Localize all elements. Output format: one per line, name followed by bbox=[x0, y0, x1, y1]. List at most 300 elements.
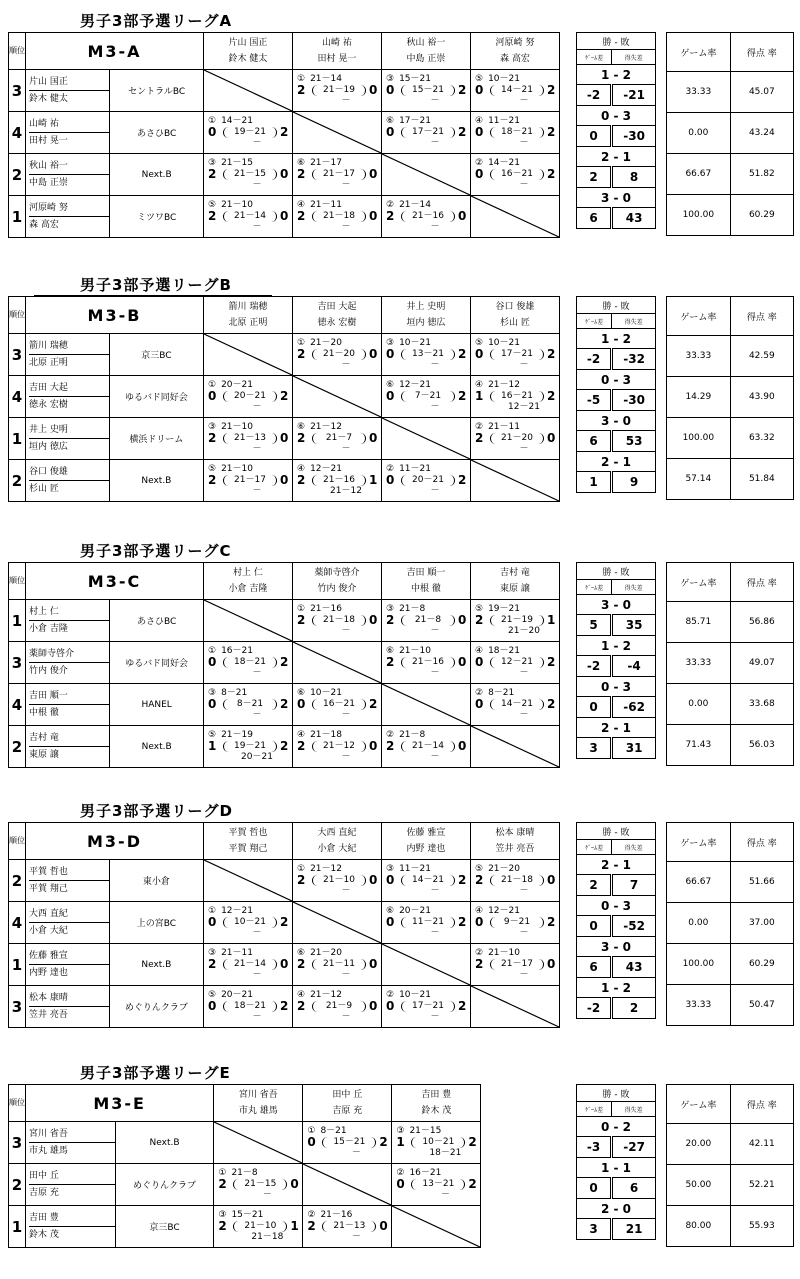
games-lost: 0 bbox=[379, 1219, 388, 1233]
point-diff: 53 bbox=[612, 431, 656, 452]
game-score: 17－21 bbox=[490, 349, 544, 360]
game-score: － bbox=[341, 710, 351, 720]
game-score: 21－17 bbox=[310, 158, 342, 168]
match-body bbox=[297, 338, 381, 371]
games-lost: 0 bbox=[368, 83, 378, 97]
game-score: 12－21 bbox=[221, 906, 253, 916]
game-rate: 85.71 bbox=[667, 602, 731, 643]
point-diff: 7 bbox=[612, 875, 656, 896]
games-lost: 0 bbox=[457, 739, 467, 753]
team-players bbox=[26, 902, 110, 944]
game-score: － bbox=[430, 138, 440, 148]
match-cell bbox=[303, 1206, 392, 1248]
game-score: 8－21 bbox=[223, 699, 277, 710]
games-lost: 1 bbox=[290, 1219, 299, 1233]
match-number: ④ bbox=[474, 116, 484, 126]
game-score: 12－21 bbox=[399, 380, 431, 390]
match-number: ② bbox=[474, 422, 484, 432]
games-lost: 2 bbox=[457, 473, 467, 487]
self-match-cell bbox=[214, 1122, 303, 1164]
match-cell bbox=[214, 1164, 303, 1206]
player-1: 佐藤 雅宣 bbox=[29, 948, 109, 965]
stats-row bbox=[667, 684, 794, 725]
stats-header-row bbox=[667, 1085, 794, 1124]
game-score: － bbox=[252, 1012, 262, 1022]
game-diff: -5 bbox=[577, 390, 612, 411]
player-2: 東原 譲 bbox=[29, 750, 59, 760]
match-number: ② bbox=[385, 464, 395, 474]
games-lost: 2 bbox=[468, 1135, 477, 1149]
match-score bbox=[293, 158, 381, 191]
player-2: 徳永 宏樹 bbox=[29, 400, 68, 410]
league-block bbox=[0, 540, 800, 762]
games-won: 2 bbox=[296, 473, 306, 487]
match-mid bbox=[297, 699, 381, 710]
game-score: 21－12 bbox=[310, 422, 342, 432]
games-lost: 0 bbox=[368, 873, 378, 887]
match-mid bbox=[386, 1001, 470, 1012]
diagonal-line bbox=[303, 1164, 391, 1205]
game-diff: 3 bbox=[577, 738, 612, 759]
wl-row bbox=[577, 855, 656, 875]
match-body bbox=[208, 380, 292, 413]
match-score bbox=[214, 1210, 302, 1243]
game-score: 19－21 bbox=[488, 604, 520, 614]
points-rate-header: 得点 率 bbox=[730, 33, 793, 72]
team-row bbox=[9, 642, 560, 684]
games-won: 2 bbox=[296, 431, 306, 445]
stats-row bbox=[667, 1165, 794, 1206]
self-match-cell bbox=[203, 334, 292, 376]
opponent-player-1: 薬師寺啓介 bbox=[314, 568, 360, 578]
team-club: Next.B bbox=[110, 154, 204, 196]
games-lost: 2 bbox=[457, 125, 467, 139]
game-score: 21－10 bbox=[488, 948, 520, 958]
match-bottom bbox=[475, 928, 559, 939]
game-score: 21－10 bbox=[221, 422, 253, 432]
game-score: 16－21 bbox=[490, 169, 544, 180]
game-score: 15－21 bbox=[401, 85, 455, 96]
match-body bbox=[396, 1126, 480, 1159]
game-score: 10－21 bbox=[488, 74, 520, 84]
match-number: ⑥ bbox=[296, 688, 306, 698]
game-score: － bbox=[341, 1012, 351, 1022]
match-mid bbox=[396, 1137, 480, 1148]
match-mid bbox=[307, 1137, 391, 1148]
team-club: 京三BC bbox=[109, 334, 203, 376]
wl-header-row bbox=[577, 33, 656, 50]
match-number: ③ bbox=[385, 604, 395, 614]
league-matrix bbox=[8, 1084, 560, 1248]
game-rate: 33.33 bbox=[667, 336, 731, 377]
match-mid bbox=[297, 85, 381, 96]
match-body bbox=[475, 74, 559, 107]
match-body bbox=[475, 158, 559, 191]
match-body bbox=[386, 380, 470, 413]
games-lost: 2 bbox=[368, 697, 378, 711]
match-score bbox=[204, 464, 292, 497]
games-won: 1 bbox=[474, 389, 484, 403]
wl-header-row bbox=[577, 823, 656, 840]
games-won: 0 bbox=[474, 83, 484, 97]
stats-header-row bbox=[667, 823, 794, 862]
game-score: － bbox=[519, 928, 529, 938]
game-score: － bbox=[252, 970, 262, 980]
win-loss-table bbox=[576, 562, 656, 759]
match-body bbox=[208, 464, 292, 497]
game-diff: 0 bbox=[577, 916, 612, 937]
match-cell bbox=[292, 986, 381, 1028]
wl-row bbox=[577, 329, 656, 349]
games-won: 0 bbox=[385, 873, 395, 887]
opponent-header bbox=[392, 1085, 481, 1122]
match-bottom bbox=[208, 928, 292, 939]
match-number: ① bbox=[296, 338, 306, 348]
points-rate: 52.21 bbox=[730, 1165, 793, 1206]
points-rate: 55.93 bbox=[730, 1206, 793, 1247]
match-cell bbox=[292, 726, 381, 768]
player-1: 吉田 大起 bbox=[29, 380, 109, 397]
header-row bbox=[9, 297, 560, 334]
match-number: ③ bbox=[207, 688, 217, 698]
points-rate: 42.59 bbox=[730, 336, 793, 377]
match-body bbox=[307, 1126, 391, 1159]
stats-row bbox=[667, 336, 794, 377]
win-loss: 1 - 2 bbox=[577, 65, 656, 85]
player-1: 薬師寺啓介 bbox=[29, 646, 109, 663]
league-code: M3-B bbox=[26, 297, 204, 334]
match-number: ② bbox=[307, 1210, 316, 1220]
game-score: 8－21 bbox=[488, 688, 515, 698]
team-players bbox=[26, 418, 110, 460]
game-score: 20－21 bbox=[223, 391, 277, 402]
diff-row bbox=[577, 167, 656, 188]
opponent-player-2: 笠井 亮吾 bbox=[495, 844, 535, 854]
player-1: 箭川 瑞穂 bbox=[29, 338, 109, 355]
stats-row bbox=[667, 377, 794, 418]
games-lost: 0 bbox=[457, 613, 467, 627]
point-diff-header: 得失差 bbox=[612, 314, 656, 329]
opponent-header bbox=[203, 563, 292, 600]
games-won: 2 bbox=[385, 613, 395, 627]
games-lost: 0 bbox=[368, 431, 378, 445]
game-score: 21－11 bbox=[310, 200, 342, 210]
team-rank: 3 bbox=[9, 986, 26, 1028]
self-match-cell bbox=[203, 600, 292, 642]
match-mid bbox=[475, 959, 559, 970]
opponent-player-2: 東原 譲 bbox=[500, 584, 530, 594]
game-diff: 3 bbox=[577, 1219, 612, 1240]
team-row bbox=[9, 70, 560, 112]
game-score: － bbox=[519, 970, 529, 980]
match-body bbox=[208, 688, 292, 721]
team-rank: 3 bbox=[9, 1122, 26, 1164]
team-players bbox=[26, 726, 110, 768]
stats-row bbox=[667, 1124, 794, 1165]
game-rate-header: ゲーム率 bbox=[667, 563, 731, 602]
match-number: ⑥ bbox=[296, 422, 306, 432]
match-cell bbox=[470, 154, 559, 196]
diff-row bbox=[577, 697, 656, 718]
match-body bbox=[386, 604, 470, 637]
match-bottom bbox=[386, 626, 470, 637]
self-match-cell bbox=[303, 1164, 392, 1206]
match-body bbox=[475, 948, 559, 981]
games-lost: 2 bbox=[279, 915, 289, 929]
games-won: 2 bbox=[385, 739, 395, 753]
points-rate: 42.11 bbox=[730, 1124, 793, 1165]
points-rate: 43.90 bbox=[730, 377, 793, 418]
player-2: 杉山 匠 bbox=[29, 484, 59, 494]
diff-row bbox=[577, 615, 656, 636]
match-number: ⑥ bbox=[385, 380, 395, 390]
team-row bbox=[9, 376, 560, 418]
game-score: － bbox=[430, 402, 440, 412]
stats-row bbox=[667, 113, 794, 154]
match-mid bbox=[218, 1179, 302, 1190]
opponent-header bbox=[203, 33, 292, 70]
games-won: 2 bbox=[385, 655, 395, 669]
match-score bbox=[204, 646, 292, 679]
match-bottom bbox=[208, 710, 292, 721]
match-mid bbox=[386, 85, 470, 96]
match-bottom bbox=[208, 180, 292, 191]
player-1: 松本 康晴 bbox=[29, 990, 109, 1007]
match-body bbox=[475, 604, 559, 637]
games-won: 0 bbox=[207, 389, 217, 403]
opponent-player-2: 小倉 大紀 bbox=[317, 844, 357, 854]
win-loss: 2 - 1 bbox=[577, 855, 656, 875]
game-score: 8－21 bbox=[320, 1126, 347, 1136]
point-diff: 2 bbox=[612, 998, 656, 1019]
match-mid bbox=[297, 475, 381, 486]
match-mid bbox=[208, 127, 292, 138]
diagonal-line bbox=[293, 642, 381, 683]
game-score: － bbox=[341, 970, 351, 980]
team-players bbox=[26, 154, 110, 196]
games-won: 2 bbox=[207, 431, 217, 445]
match-number: ② bbox=[385, 990, 395, 1000]
player-1: 大西 直紀 bbox=[29, 906, 109, 923]
game-score: － bbox=[519, 886, 529, 896]
diff-row bbox=[577, 85, 656, 106]
team-row bbox=[9, 196, 560, 238]
game-score: － bbox=[341, 626, 351, 636]
match-bottom bbox=[386, 96, 470, 107]
match-body bbox=[386, 116, 470, 149]
games-lost: 2 bbox=[279, 389, 289, 403]
wl-row bbox=[577, 1117, 656, 1137]
game-score: 21－20 bbox=[488, 864, 520, 874]
league-matrix bbox=[8, 822, 560, 1028]
opponent-player-1: 片山 国正 bbox=[228, 38, 268, 48]
win-loss-table bbox=[576, 296, 656, 493]
game-score: － bbox=[519, 138, 529, 148]
opponent-player-2: 小倉 吉隆 bbox=[228, 584, 268, 594]
match-score bbox=[204, 200, 292, 233]
match-score bbox=[293, 948, 381, 981]
points-rate-header: 得点 率 bbox=[730, 563, 793, 602]
point-diff: 43 bbox=[612, 208, 656, 229]
team-club: セントラルBC bbox=[110, 70, 204, 112]
opponent-player-1: 井上 史明 bbox=[406, 302, 446, 312]
match-bottom bbox=[386, 1012, 470, 1023]
match-number: ③ bbox=[385, 338, 395, 348]
match-bottom bbox=[297, 180, 381, 191]
game-score: 12－21 bbox=[488, 906, 520, 916]
match-mid bbox=[475, 127, 559, 138]
match-mid bbox=[297, 875, 381, 886]
team-row bbox=[9, 1206, 561, 1248]
opponent-header bbox=[470, 33, 559, 70]
diff-row bbox=[577, 875, 656, 896]
player-2: 垣内 徳広 bbox=[29, 442, 68, 452]
match-number: ① bbox=[296, 864, 306, 874]
team-rank: 1 bbox=[9, 418, 26, 460]
match-mid bbox=[297, 169, 381, 180]
match-number: ① bbox=[207, 646, 217, 656]
game-score: 21－14 bbox=[401, 741, 455, 752]
match-score bbox=[293, 464, 381, 497]
team-players bbox=[26, 684, 110, 726]
opponent-header bbox=[214, 1085, 303, 1122]
match-bottom bbox=[208, 1012, 292, 1023]
game-diff-header: ｹﾞｰﾑ差 bbox=[577, 1102, 612, 1117]
point-diff-header: 得失差 bbox=[612, 1102, 656, 1117]
match-mid bbox=[208, 211, 292, 222]
game-score: 21－7 bbox=[312, 433, 366, 444]
diagonal-line bbox=[471, 196, 559, 237]
team-players bbox=[26, 600, 110, 642]
player-1: 平賀 哲也 bbox=[29, 864, 109, 881]
opponent-player-1: 箭川 瑞穂 bbox=[228, 302, 268, 312]
match-cell bbox=[470, 70, 559, 112]
points-rate: 51.82 bbox=[730, 154, 793, 195]
match-cell bbox=[470, 944, 559, 986]
wl-row bbox=[577, 718, 656, 738]
game-diff-header: ｹﾞｰﾑ差 bbox=[577, 314, 612, 329]
team-club: ゆるバド同好会 bbox=[109, 376, 203, 418]
league-matrix bbox=[8, 32, 560, 238]
self-match-cell bbox=[470, 726, 559, 768]
match-bottom bbox=[208, 402, 292, 413]
games-won: 2 bbox=[218, 1177, 227, 1191]
win-loss: 3 - 0 bbox=[577, 595, 656, 615]
games-lost: 1 bbox=[546, 613, 556, 627]
match-body bbox=[475, 864, 559, 897]
games-won: 0 bbox=[385, 83, 395, 97]
rank-header: 順位 bbox=[9, 563, 26, 600]
wl-header: 勝 - 敗 bbox=[577, 1085, 656, 1102]
game-score: 16－21 bbox=[221, 646, 253, 656]
game-score: 21－11 bbox=[221, 948, 253, 958]
games-lost: 0 bbox=[546, 873, 556, 887]
opponent-player-2: 平賀 翔己 bbox=[228, 844, 268, 854]
stats-table bbox=[666, 822, 794, 1026]
match-score bbox=[303, 1210, 391, 1243]
team-club: めぐりんクラブ bbox=[115, 1164, 214, 1206]
player-2: 笠井 亮吾 bbox=[29, 1010, 68, 1020]
point-diff: 21 bbox=[612, 1219, 656, 1240]
games-lost: 2 bbox=[546, 125, 556, 139]
match-mid bbox=[386, 615, 470, 626]
game-diff: 6 bbox=[577, 957, 612, 978]
game-score: 21－15 bbox=[221, 158, 253, 168]
match-mid bbox=[297, 433, 381, 444]
match-body bbox=[386, 646, 470, 679]
match-mid bbox=[386, 875, 470, 886]
match-mid bbox=[208, 1001, 292, 1012]
games-lost: 2 bbox=[457, 83, 467, 97]
match-number: ③ bbox=[385, 74, 395, 84]
match-score bbox=[471, 158, 559, 191]
match-cell bbox=[470, 376, 559, 418]
team-row bbox=[9, 334, 560, 376]
game-score: － bbox=[252, 402, 262, 412]
game-score: － bbox=[430, 360, 440, 370]
diff-row bbox=[577, 1178, 656, 1199]
game-score: 21－16 bbox=[310, 604, 342, 614]
games-lost: 2 bbox=[457, 999, 467, 1013]
games-won: 0 bbox=[385, 999, 395, 1013]
league-block bbox=[0, 10, 800, 232]
match-cell bbox=[292, 684, 381, 726]
game-diff: -3 bbox=[577, 1137, 612, 1158]
match-score bbox=[471, 864, 559, 897]
game-score: 21－16 bbox=[401, 211, 455, 222]
match-cell bbox=[381, 902, 470, 944]
match-cell bbox=[381, 460, 470, 502]
player-2: 平賀 翔己 bbox=[29, 884, 68, 894]
stats-row bbox=[667, 985, 794, 1026]
wl-row bbox=[577, 452, 656, 472]
rank-header: 順位 bbox=[9, 1085, 26, 1122]
match-body bbox=[208, 158, 292, 191]
team-club: 東小倉 bbox=[109, 860, 203, 902]
match-score bbox=[214, 1168, 302, 1201]
match-cell bbox=[203, 944, 292, 986]
points-rate: 51.66 bbox=[730, 862, 793, 903]
games-won: 0 bbox=[207, 655, 217, 669]
diff-row bbox=[577, 349, 656, 370]
team-players bbox=[26, 460, 110, 502]
match-bottom bbox=[475, 360, 559, 371]
game-score: － bbox=[430, 96, 440, 106]
match-bottom bbox=[475, 668, 559, 679]
team-rank: 2 bbox=[9, 726, 26, 768]
rank-header: 順位 bbox=[9, 823, 26, 860]
league-code: M3-C bbox=[26, 563, 204, 600]
stats-row bbox=[667, 459, 794, 500]
diff-row bbox=[577, 431, 656, 452]
match-mid bbox=[208, 959, 292, 970]
match-number: ② bbox=[385, 200, 395, 210]
game-score: 21－20 bbox=[310, 338, 342, 348]
match-body bbox=[386, 200, 470, 233]
point-diff: -4 bbox=[612, 656, 656, 677]
league-block bbox=[0, 1062, 800, 1243]
game-rate: 100.00 bbox=[667, 944, 731, 985]
player-1: 井上 史明 bbox=[29, 422, 109, 439]
player-2: 竹内 俊介 bbox=[29, 666, 68, 676]
match-cell bbox=[292, 70, 381, 112]
player-2: 吉原 充 bbox=[29, 1188, 59, 1198]
game-score: 11－21 bbox=[401, 917, 455, 928]
match-bottom bbox=[475, 626, 559, 637]
match-score bbox=[204, 422, 292, 455]
team-row bbox=[9, 1164, 561, 1206]
team-players bbox=[26, 860, 110, 902]
